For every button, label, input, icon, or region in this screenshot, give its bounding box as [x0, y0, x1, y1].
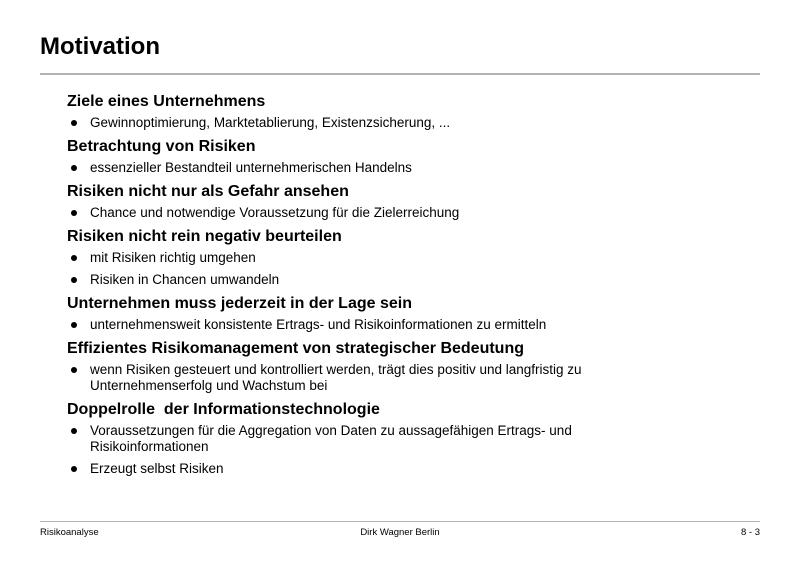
- bullet-text: Voraussetzungen für die Aggregation von Daten zu aussagefähigen Ertrags- und Risikoinformationen: [90, 423, 572, 454]
- bullet-item: [67, 423, 670, 455]
- bullet-icon: [71, 466, 77, 472]
- bullet-text: Gewinnoptimierung, Marktetablierung, Existenzsicherung, ...: [90, 115, 451, 130]
- bullet-list: [67, 317, 767, 333]
- bullet-text: Risiken in Chancen umwandeln: [90, 272, 280, 287]
- bullet-text: wenn Risiken gesteuert und kontrolliert werden, trägt dies positiv und langfristig zu Unternehmenserfolg und Wachstum bei: [90, 362, 582, 393]
- section-betrachtung: [67, 137, 767, 176]
- bullet-list: [67, 115, 767, 131]
- section-doppelrolle: [67, 400, 767, 477]
- bullet-icon: [71, 120, 77, 126]
- bullet-text: unternehmensweit konsistente Ertrags- und Risikoinformationen zu ermitteln: [90, 317, 547, 332]
- footer-author: Dirk Wagner Berlin: [360, 527, 440, 538]
- section-gefahr: [67, 182, 767, 221]
- section-negativ: [67, 227, 767, 288]
- bullet-icon: [71, 428, 77, 434]
- title-divider: [40, 73, 760, 75]
- bullet-icon: [71, 322, 77, 328]
- section-heading: Risiken nicht nur als Gefahr ansehen: [67, 183, 349, 200]
- bullet-list: [67, 423, 767, 477]
- bullet-item: [67, 362, 670, 394]
- slide-content: [67, 92, 767, 483]
- bullet-icon: [71, 255, 77, 261]
- bullet-icon: [71, 277, 77, 283]
- bullet-icon: [71, 165, 77, 171]
- footer-page-number: 8 - 3: [740, 527, 760, 538]
- section-heading: Ziele eines Unternehmens: [67, 93, 266, 110]
- section-lage: [67, 294, 767, 333]
- section-heading: Unternehmen muss jederzeit in der Lage sein: [67, 295, 412, 312]
- bullet-list: [67, 250, 767, 288]
- bullet-item: [67, 461, 670, 477]
- section-heading: Doppelrolle der Informationstechnologie: [67, 401, 380, 418]
- bullet-list: [67, 362, 767, 394]
- bullet-icon: [71, 210, 77, 216]
- bullet-item: [67, 205, 670, 221]
- bullet-item: [67, 250, 670, 266]
- bullet-icon: [71, 367, 77, 373]
- bullet-item: [67, 160, 670, 176]
- bullet-text: mit Risiken richtig umgehen: [90, 250, 256, 265]
- bullet-text: essenzieller Bestandteil unternehmerischen Handelns: [90, 160, 412, 175]
- bullet-list: [67, 205, 767, 221]
- bullet-text: Erzeugt selbst Risiken: [90, 461, 224, 476]
- bullet-item: [67, 115, 670, 131]
- footer-divider: [40, 521, 760, 522]
- bullet-text: Chance und notwendige Voraussetzung für die Zielerreichung: [90, 205, 460, 220]
- bullet-item: [67, 317, 670, 333]
- slide-title: Motivation: [40, 33, 160, 60]
- footer-course-title: Risikoanalyse: [40, 527, 99, 538]
- section-ziele: [67, 92, 767, 131]
- section-heading: Risiken nicht rein negativ beurteilen: [67, 228, 342, 245]
- section-heading: Betrachtung von Risiken: [67, 138, 256, 155]
- bullet-list: [67, 160, 767, 176]
- bullet-item: [67, 272, 670, 288]
- section-heading: Effizientes Risikomanagement von strategischer Bedeutung: [67, 340, 524, 357]
- section-risikomanagement: [67, 339, 767, 394]
